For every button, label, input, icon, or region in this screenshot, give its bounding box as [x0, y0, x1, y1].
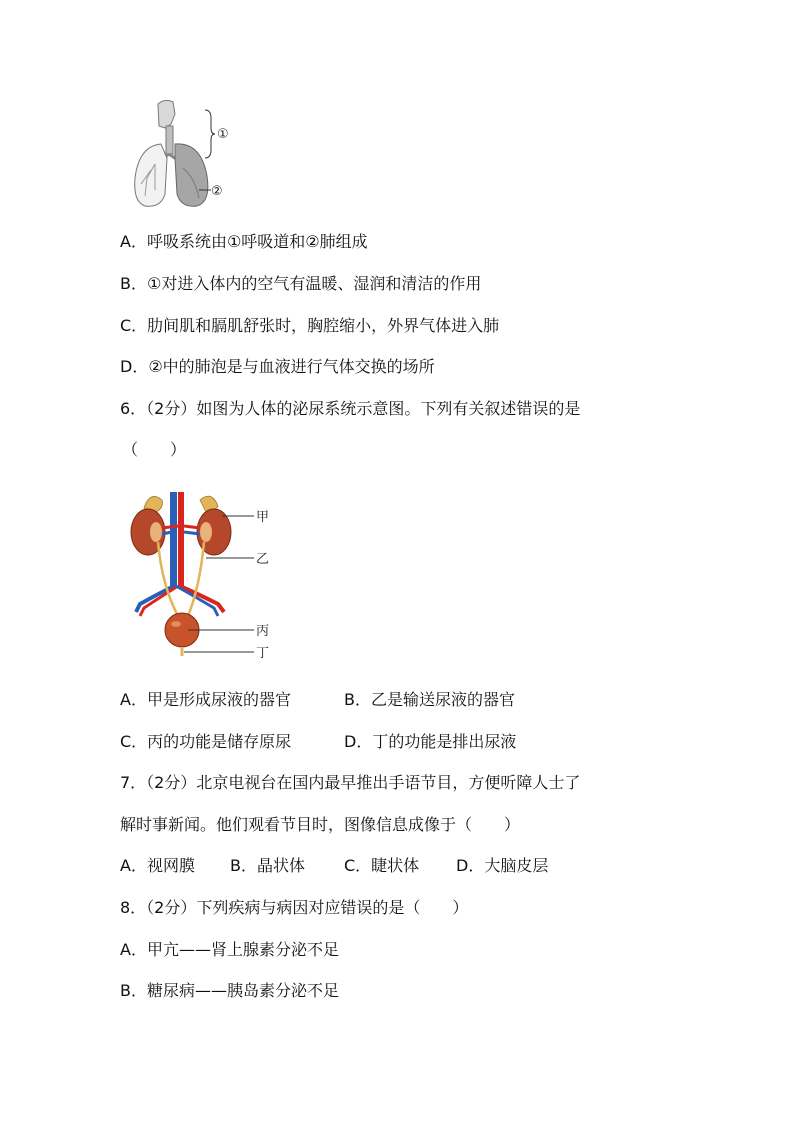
q8-stem: 8．（2分）下列疾病与病因对应错误的是（ ） [120, 898, 469, 917]
q6-option-c: C．丙的功能是储存原尿 [120, 732, 292, 751]
q7-option-b: B．晶状体 [230, 856, 305, 875]
q7-option-d: D．大脑皮层 [456, 856, 549, 875]
q7-option-c: C．睫状体 [344, 856, 420, 875]
urinary-system-figure [122, 486, 272, 666]
label-ding: 丁 [256, 646, 270, 661]
q5-option-a: A．呼吸系统由①呼吸道和②肺组成 [120, 232, 368, 251]
label-yi: 乙 [256, 552, 270, 567]
q5-option-c: C．肋间肌和膈肌舒张时，胸腔缩小，外界气体进入肺 [120, 316, 500, 335]
q8-option-b: B．糖尿病——胰岛素分泌不足 [120, 981, 339, 1000]
q6-stem: 6．（2分）如图为人体的泌尿系统示意图。下列有关叙述错误的是 [120, 399, 581, 418]
q5-option-b: B．①对进入体内的空气有温暖、湿润和清洁的作用 [120, 274, 482, 293]
label-bing: 丙 [256, 624, 270, 639]
q7-stem-line2: 解时事新闻。他们观看节目时，图像信息成像于（ ） [120, 815, 521, 834]
q6-option-a: A．甲是形成尿液的器官 [120, 690, 291, 709]
label-jia: 甲 [256, 510, 270, 525]
q8-option-a: A．甲亢——肾上腺素分泌不足 [120, 940, 339, 959]
q6-option-d: D．丁的功能是排出尿液 [344, 732, 517, 751]
q6-blank: （ ） [122, 440, 187, 459]
label-2: ② [211, 184, 223, 199]
q7-stem-line1: 7．（2分）北京电视台在国内最早推出手语节目，方便听障人士了 [120, 773, 581, 792]
label-1: ① [217, 127, 229, 142]
q7-option-a: A．视网膜 [120, 856, 195, 875]
q5-option-d: D．②中的肺泡是与血液进行气体交换的场所 [120, 357, 435, 376]
q6-option-b: B．乙是输送尿液的器官 [344, 690, 515, 709]
respiratory-system-figure [125, 98, 235, 214]
